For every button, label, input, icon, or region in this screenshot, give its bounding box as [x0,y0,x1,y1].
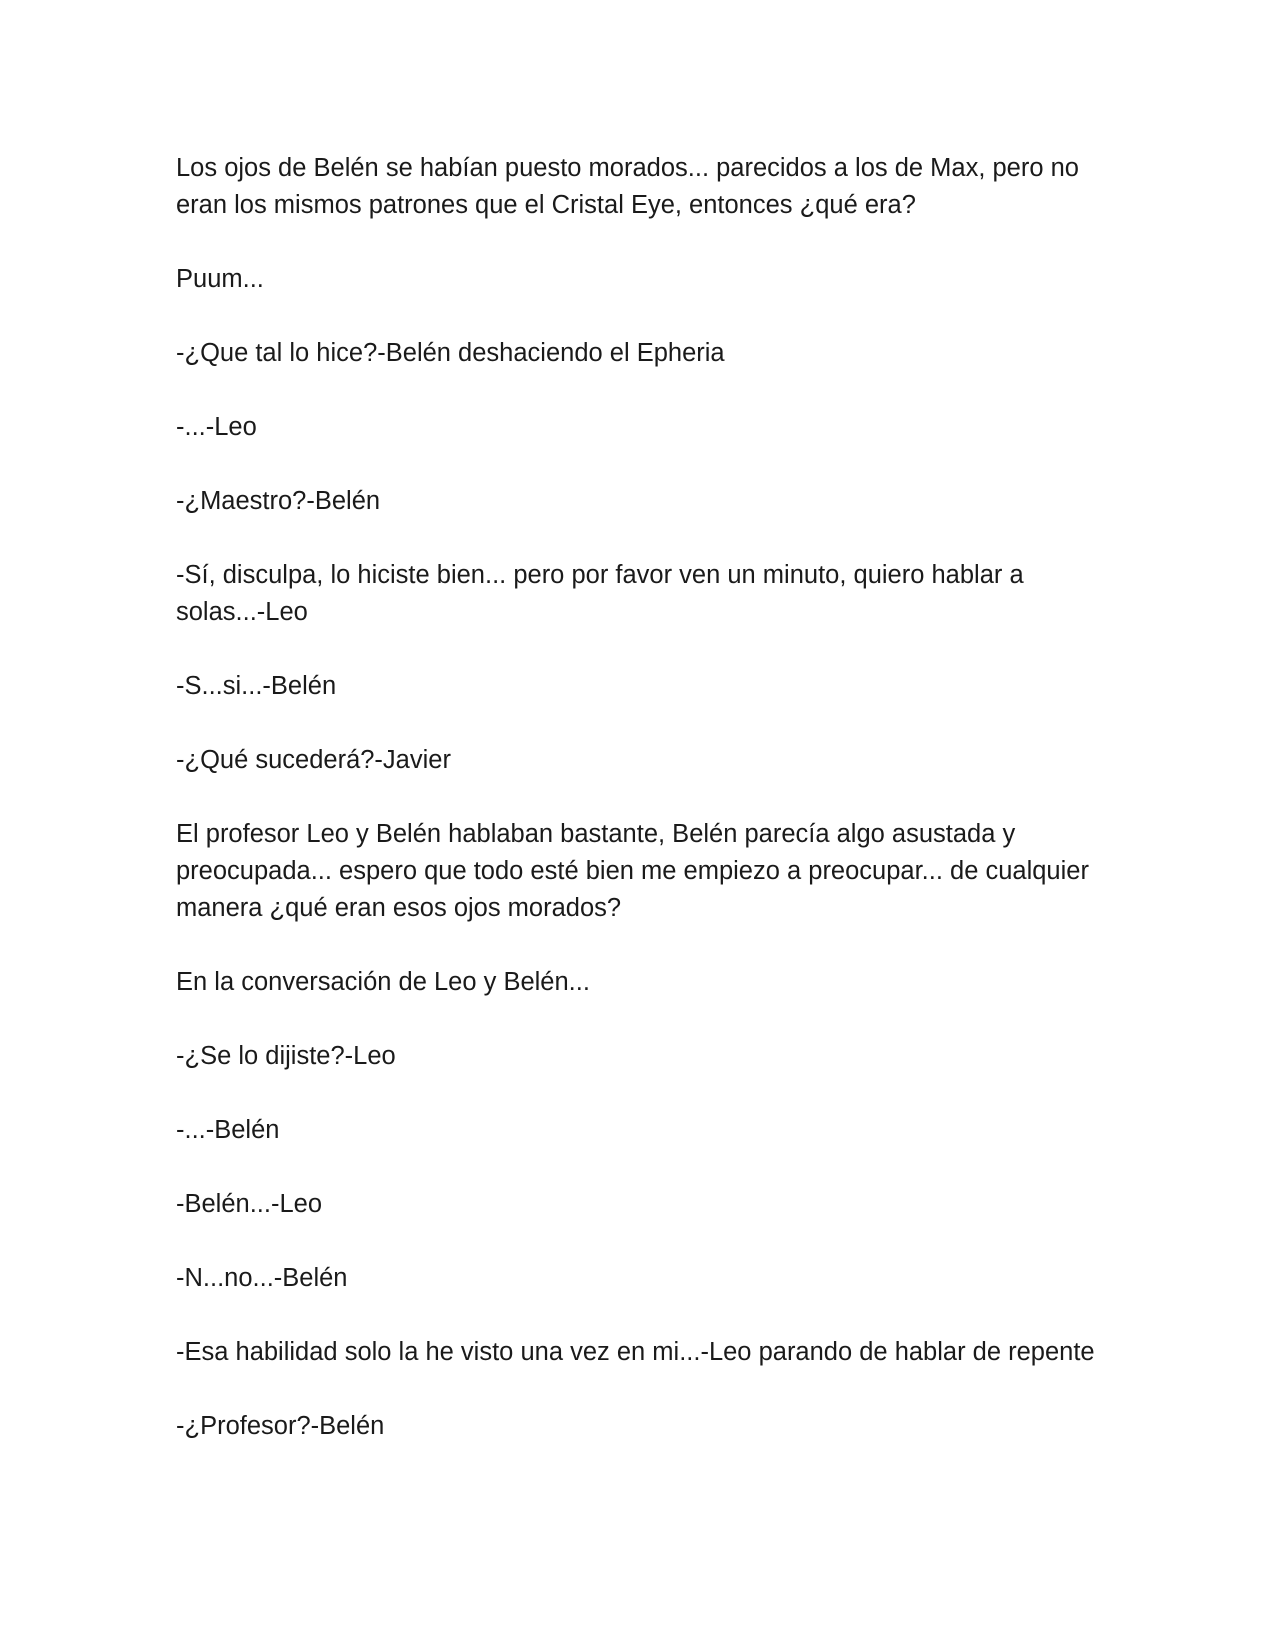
paragraph: -¿Maestro?-Belén [176,487,381,515]
paragraph: -Esa habilidad solo la he visto una vez en mi...-Leo parando de hablar de repente [176,1338,1095,1366]
paragraph: -¿Se lo dijiste?-Leo [176,1042,396,1070]
paragraph: -...-Leo [176,413,257,441]
paragraph: -¿Profesor?-Belén [176,1412,385,1440]
paragraph: -Belén...-Leo [176,1190,323,1218]
paragraph: En la conversación de Leo y Belén... [176,968,590,996]
paragraph: -...-Belén [176,1116,280,1144]
paragraph: -S...si...-Belén [176,672,337,700]
paragraph: Puum... [176,265,264,293]
paragraph: -N...no...-Belén [176,1264,348,1292]
document-body [176,150,1096,1482]
paragraph: -¿Qué sucederá?-Javier [176,746,451,774]
paragraph: -¿Que tal lo hice?-Belén deshaciendo el Epheria [176,339,725,367]
paragraph: El profesor Leo y Belén hablaban bastante, Belén parecía algo asustada y preocupada... espero que todo esté bien me empiezo a preocupar... de cualquier manera ¿qué eran esos ojos morados? [176,820,1089,922]
paragraph: -Sí, disculpa, lo hiciste bien... pero por favor ven un minuto, quiero hablar a solas...-Leo [176,561,1024,626]
paragraph: Los ojos de Belén se habían puesto morados... parecidos a los de Max, pero no eran los mismos patrones que el Cristal Eye, entonces ¿qué era? [176,154,1079,219]
